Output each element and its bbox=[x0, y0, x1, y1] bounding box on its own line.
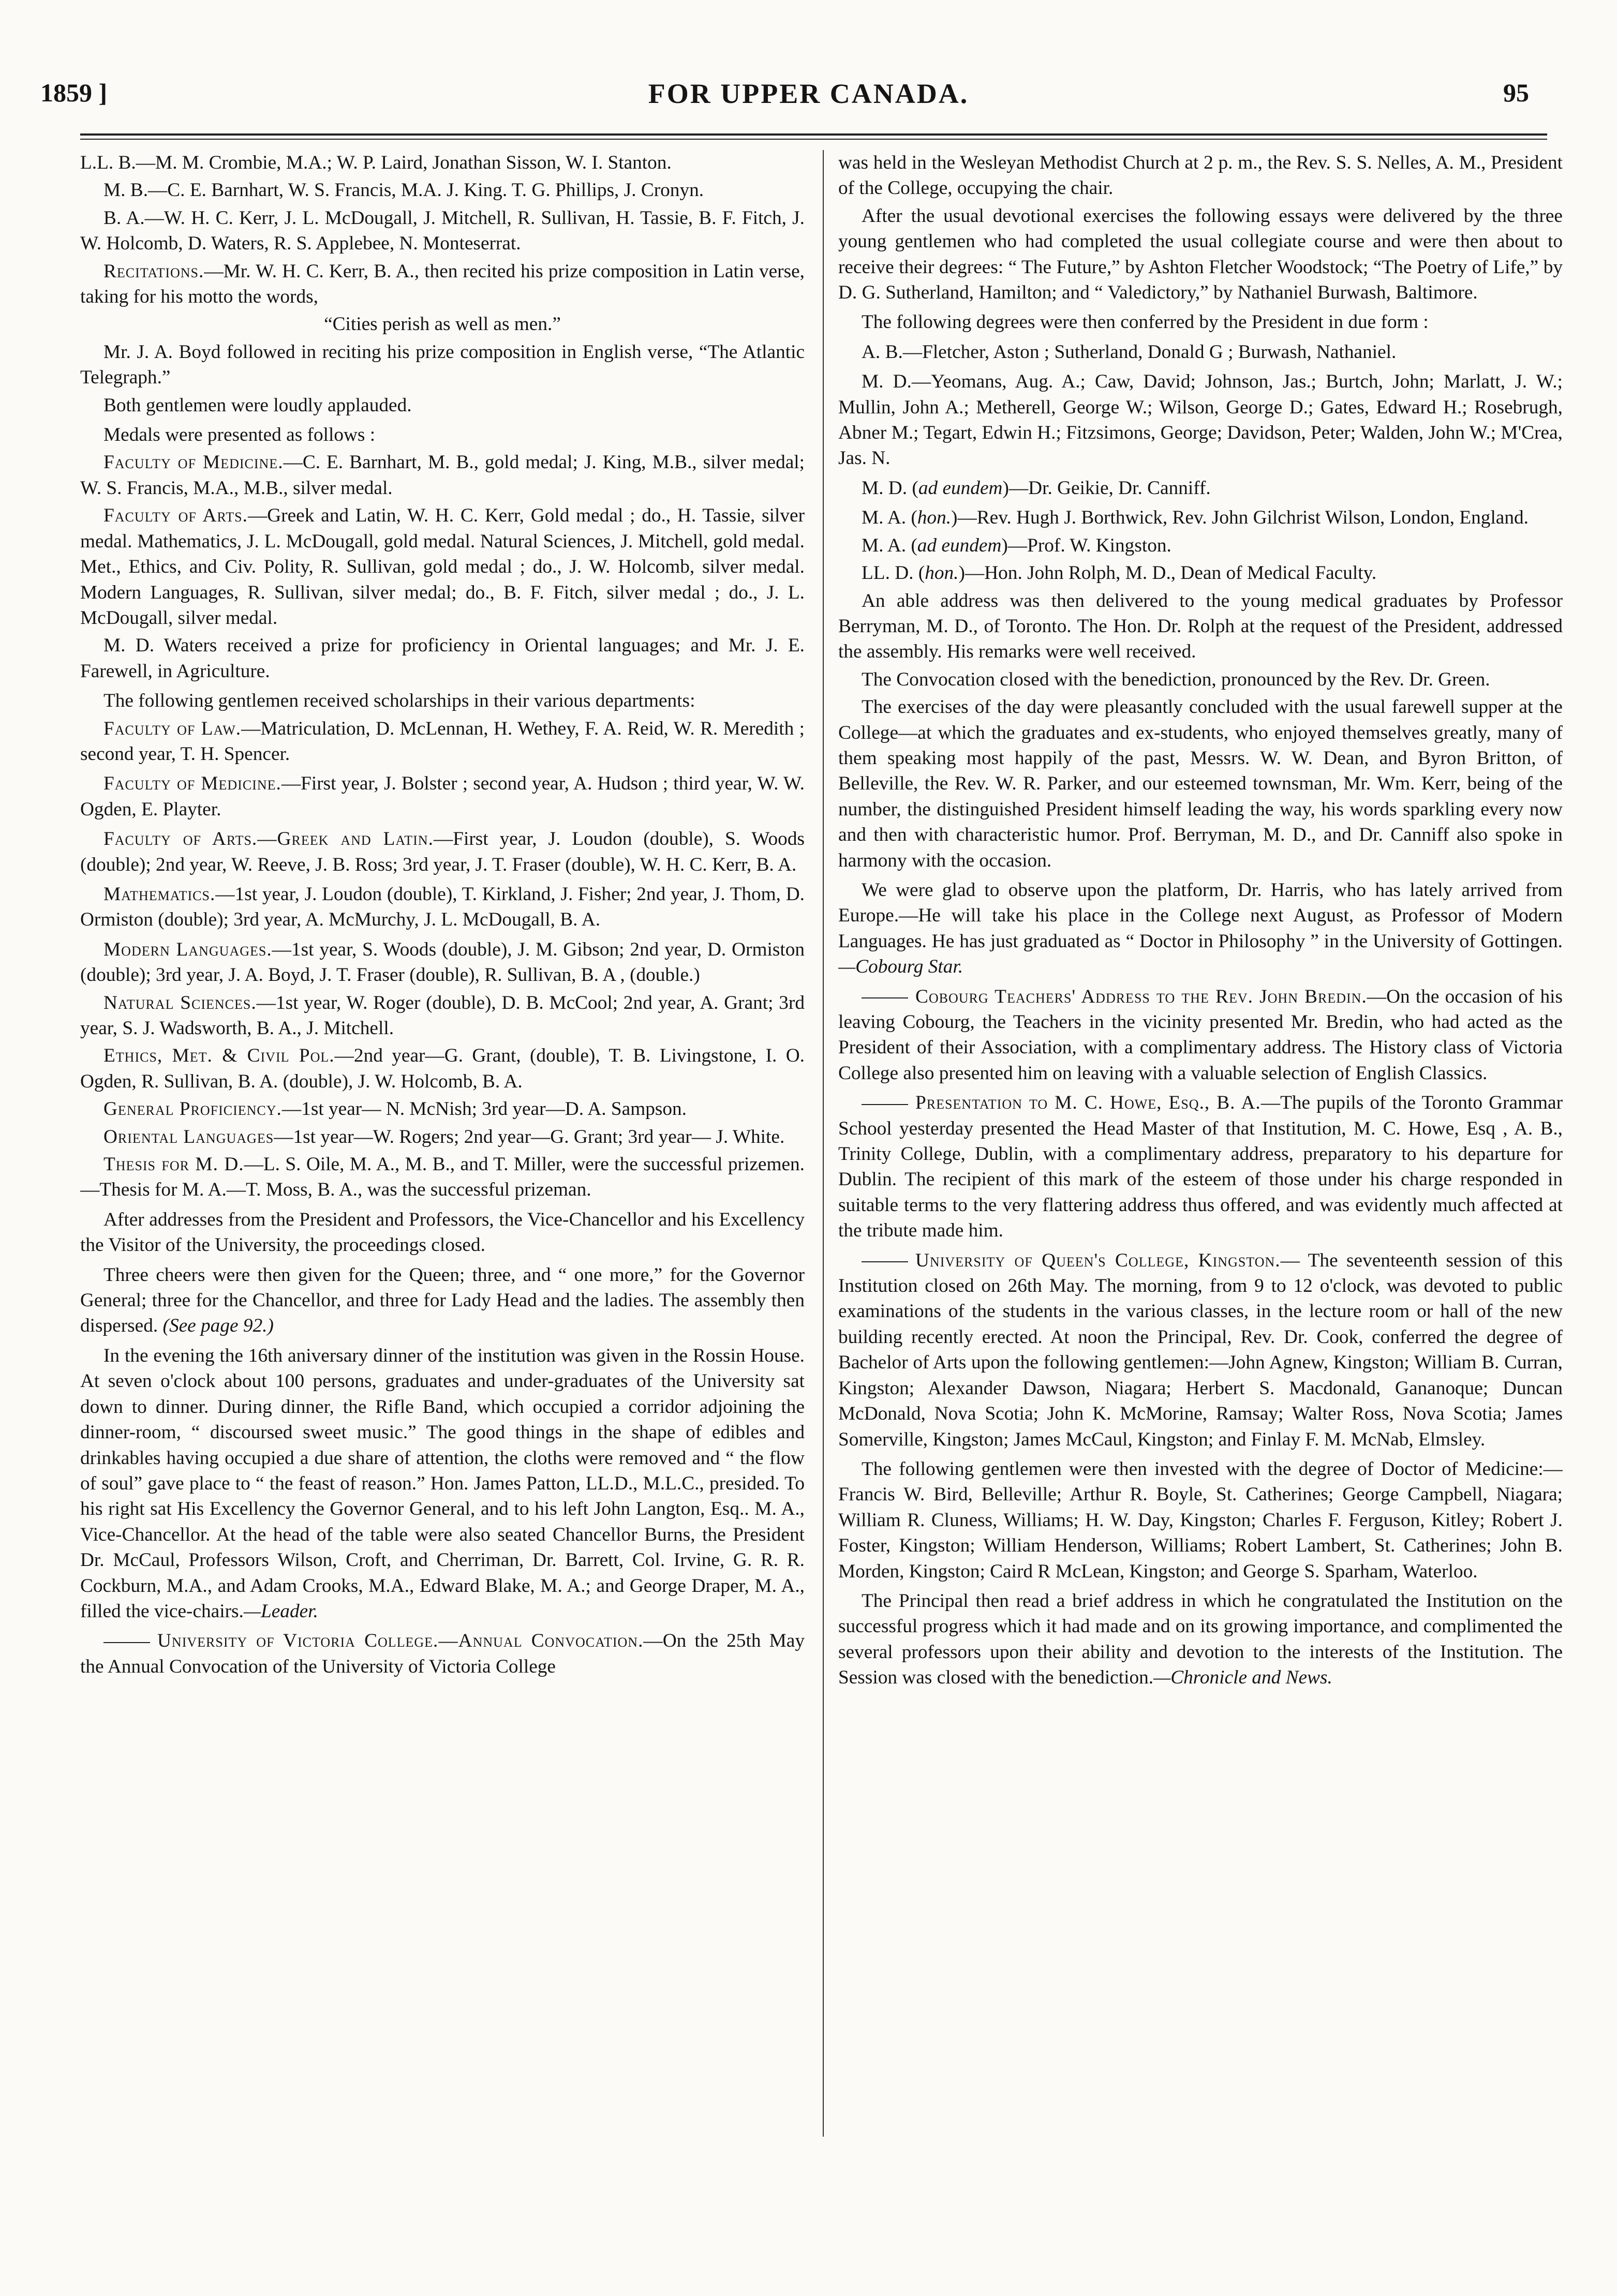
scholarship-oriental-heading: Oriental Languages bbox=[103, 1126, 274, 1147]
header-title: FOR UPPER CANADA. bbox=[648, 78, 969, 109]
convocation-closed: The Convocation closed with the benediction, pronounced by the Rev. Dr. Green. bbox=[862, 668, 1490, 690]
scholarship-arts-text: —First year, J. Loudon (double), S. Woods (double); 2nd year, W. Reeve, J. B. Ross; 3rd year, J. T. Fraser (double), W. H. C. Kerr, B. A. bbox=[80, 828, 805, 875]
applause-paragraph: Both gentlemen were loudly applauded. bbox=[103, 394, 412, 416]
thesis-prizes bbox=[80, 1152, 805, 1203]
degree-md-ad-eundem: M. D. (ad eundem)—Dr. Geikie, Dr. Canniff. bbox=[862, 477, 1211, 499]
scholarship-general-text: —1st year— N. McNish; 3rd year—D. A. Sampson. bbox=[281, 1098, 687, 1120]
principal-address bbox=[838, 1588, 1563, 1691]
dr-harris-paragraph bbox=[838, 877, 1563, 980]
closing-addresses: After addresses from the President and Professors, the Vice-Chancellor and his Excellency the Visitor of the University, the proceedings closed. bbox=[80, 1209, 805, 1256]
degree-ma-ad-eundem: M. A. (ad eundem)—Prof. W. Kingston. bbox=[862, 534, 1171, 556]
scholarship-natural-sciences-heading: Natural Sciences. bbox=[103, 992, 257, 1013]
cheers-paragraph bbox=[80, 1262, 805, 1339]
degrees-intro: The following degrees were then conferred by the President in due form : bbox=[862, 311, 1429, 333]
medals-intro: Medals were presented as follows : bbox=[103, 424, 376, 446]
scholarship-medicine bbox=[80, 771, 805, 822]
dinner-source: —Leader. bbox=[243, 1600, 318, 1622]
dinner-paragraph bbox=[80, 1343, 805, 1624]
scholarship-natural-sciences bbox=[80, 990, 805, 1041]
thesis-prizes-text: —L. S. Oile, M. A., M. B., and T. Miller, were the successful prizemen.—Thesis for M. A.—T. Moss, B. A., was the successful prizeman. bbox=[80, 1154, 805, 1201]
scholarship-law-heading: Faculty of Law. bbox=[103, 718, 242, 739]
scholarship-mathematics-heading: Mathematics. bbox=[103, 883, 216, 905]
farewell-supper: The exercises of the day were pleasantly concluded with the usual farewell supper at the College—at which the graduates and ex-students, who enjoyed themselves greatly, many of them speaking most happily of the past, Messrs. W. W. Dean, and Byron Britton, of Belleville, the Rev. W. R. Parker, and our esteemed townsman, Mr. Wm. Kerr, being of the number, the distinguished President himself leading the way, his words sparkling every now and then with characteristic humor. Prof. Berryman, M. D., and Dr. Canniff also spoke in harmony with the occasion. bbox=[838, 696, 1563, 871]
berryman-address: An able address was then delivered to the young medical graduates by Professor Berryman, M. D., of Toronto. The Hon. Dr. Rolph at the request of the President, addressed the assembly. His remarks were well received. bbox=[838, 590, 1563, 663]
left-column bbox=[80, 150, 805, 2282]
medals-medicine-heading: Faculty of Medicine. bbox=[103, 452, 284, 473]
principal-address-text: The Principal then read a brief address in which he congratulated the Institution on the successful progress which it had made and on its growing importance, and complimented the several professors upon their ability and devotion to the interests of the Institution. The Session was closed with the benediction. bbox=[838, 1590, 1563, 1689]
section-rule bbox=[862, 997, 908, 998]
medals-medicine-text: —C. E. Barnhart, M. B., gold medal; J. King, M.B., silver medal; W. S. Francis, M.A., M.B., silver medal. bbox=[80, 452, 805, 499]
column-divider bbox=[823, 150, 824, 2137]
degree-mb: M. B.—C. E. Barnhart, W. S. Francis, M.A. J. King. T. G. Phillips, J. Cronyn. bbox=[103, 180, 704, 201]
scholarship-oriental-text: —1st year—W. Rogers; 2nd year—G. Grant; 3rd year— J. White. bbox=[274, 1126, 785, 1147]
victoria-convocation-heading: University of Victoria College.—Annual Convocation. bbox=[157, 1630, 644, 1652]
scholarship-law bbox=[80, 716, 805, 767]
scholarship-law-text: —Matriculation, D. McLennan, H. Wethey, F. A. Reid, W. R. Meredith ; second year, T. H. Spencer. bbox=[80, 718, 805, 765]
header-rule-thick bbox=[80, 133, 1547, 136]
boyd-paragraph: Mr. J. A. Boyd followed in reciting his prize composition in English verse, “The Atlantic Telegraph.” bbox=[80, 341, 805, 389]
medals-arts-text: —Greek and Latin, W. H. C. Kerr, Gold medal ; do., H. Tassie, silver medal. Mathematics, J. L. McDougall, gold medal. Natural Sciences, J. Mitchell, gold medal. Met., Ethics, and Civ. Polity, R. Sullivan, gold medal ; do., J. W. Holcomb, silver medal. Modern Languages, R. Sullivan, silver medal; do., B. F. Fitch, silver medal ; do., J. L. McDougall, silver medal. bbox=[80, 505, 805, 629]
dr-harris-source: —Cobourg Star. bbox=[838, 956, 963, 978]
dinner-text: In the evening the 16th aniversary dinner of the institution was given in the Rossin House. At seven o'clock about 100 persons, graduates and under-graduates of the University sat down to dinner. During dinner, the Rifle Band, which occupied a corridor adjoining the dinner-room, “ discoursed sweet music.” The good things in the shape of edibles and drinkables having occupied a due share of attention, the cloths were removed and “ the flow of soul” gave place to “ the feast of reason.” Hon. James Patton, LL.D., M.L.C., presided. To his right sat His Excellency the Governor General, and to his left John Langton, Esq.. M. A., Vice-Chancellor. At the head of the table were also seated Chancellor Burns, the President Dr. McCaul, Professors Wilson, Croft, and Cherriman, Dr. Barrett, Col. Irvine, G. R. R. Cockburn, M.A., and Adam Crooks, M.A., Edward Blake, M. A.; and George Draper, M. A., filled the vice-chairs. bbox=[80, 1345, 805, 1622]
medals-medicine bbox=[80, 450, 805, 501]
section-rule bbox=[862, 1261, 908, 1262]
recitations-paragraph bbox=[80, 259, 805, 310]
scholarship-ethics-heading: Ethics, Met. & Civil Pol. bbox=[103, 1045, 335, 1067]
thesis-prizes-heading: Thesis for M. D. bbox=[103, 1154, 244, 1175]
victoria-convocation-text: —On the 25th May the Annual Convocation of the University of Victoria College bbox=[80, 1630, 805, 1677]
scholarship-general bbox=[80, 1096, 805, 1122]
degree-lld-hon: LL. D. (hon.)—Hon. John Rolph, M. D., Dean of Medical Faculty. bbox=[862, 562, 1377, 584]
section-rule bbox=[103, 1642, 150, 1643]
queens-college bbox=[838, 1248, 1563, 1452]
page-header bbox=[0, 78, 1617, 119]
cheers-text: Three cheers were then given for the Queen; three, and “ one more,” for the Governor General; three for the Chancellor, and three for Lady Head and the ladies. The assembly then dispersed. bbox=[80, 1264, 805, 1337]
scholarship-modern-languages bbox=[80, 937, 805, 988]
howe-presentation-text: —The pupils of the Toronto Grammar School yesterday presented the Head Master of that Institution, M. C. Howe, Esq , A. B., Trinity College, Dublin, with a complimentary address, preparatory to his departure for Dublin. The recipient of this mark of the esteem of those under his charge responded in suitable terms to the very flattering address thus offered, and was evidently much affected at the tribute made him. bbox=[838, 1092, 1563, 1242]
page-number: 95 bbox=[1503, 78, 1529, 107]
motto-quote: “Cities perish as well as men.” bbox=[324, 314, 561, 335]
dr-harris-text: We were glad to observe upon the platform, Dr. Harris, who has lately arrived from Europe.—He will take his place in the College next August, as Professor of Modern Languages. He has just graduated as “ Doctor in Philosophy ” in the University of Gottingen. bbox=[838, 879, 1563, 952]
convocation-continued: was held in the Wesleyan Methodist Church at 2 p. m., the Rev. S. S. Nelles, A. M., President of the College, occupying the chair. bbox=[838, 152, 1563, 199]
recitations-text: —Mr. W. H. C. Kerr, B. A., then recited his prize composition in Latin verse, taking for his motto the words, bbox=[80, 260, 805, 308]
section-rule bbox=[862, 1104, 908, 1105]
scholarship-ethics-text: —2nd year—G. Grant, (double), T. B. Livingstone, I. O. Ogden, R. Sullivan, B. A. (double), J. W. Holcomb, B. A. bbox=[80, 1045, 805, 1092]
queens-medicine-degrees: The following gentlemen were then invested with the degree of Doctor of Medicine:—Francis W. Bird, Belleville; Arthur R. Boyle, St. Catherines; George Campbell, Niagara; William R. Cluness, Williams; H. W. Day, Kingston; Charles F. Ferguson, Kitley; Robert J. Foster, Kingston; William Henderson, Williams; Robert Lambert, St. Catherines; John B. Morden, Kingston; Caird R McLean, Kingston; and George S. Sparham, Waterloo. bbox=[838, 1458, 1563, 1582]
degree-ab: A. B.—Fletcher, Aston ; Sutherland, Donald G ; Burwash, Nathaniel. bbox=[862, 341, 1397, 363]
scholarship-general-heading: General Proficiency. bbox=[103, 1098, 282, 1120]
medals-arts-heading: Faculty of Arts. bbox=[103, 505, 248, 527]
scholarship-mathematics-text: —1st year, J. Loudon (double), T. Kirkland, J. Fisher; 2nd year, J. Thom, D. Ormiston (double); 3rd year, A. McMurchy, J. L. McDougall, B. A. bbox=[80, 883, 805, 931]
scholarship-ethics bbox=[80, 1043, 805, 1094]
degree-ba: B. A.—W. H. C. Kerr, J. L. McDougall, J. Mitchell, R. Sullivan, H. Tassie, B. F. Fitch, J. W. Holcomb, D. Waters, R. S. Applebee, N. Monteserrat. bbox=[80, 207, 805, 255]
scholarship-modern-languages-text: —1st year, S. Woods (double), J. M. Gibson; 2nd year, D. Ormiston (double); 3rd year, J. A. Boyd, J. T. Fraser (double), R. Sullivan, B. A , (double.) bbox=[80, 938, 805, 986]
scholarship-mathematics bbox=[80, 882, 805, 933]
right-column bbox=[838, 150, 1563, 2282]
queens-college-text: — The seventeenth session of this Institution closed on 26th May. The morning, from 9 to 12 o'clock, was devoted to public examinations of the students in the various classes, in the lecture room or hall of the new building recently erected. At noon the Principal, Rev. Dr. Cook, conferred the degree of Bachelor of Arts upon the following gentlemen:—John Agnew, Kingston; William B. Curran, Kingston; Alexander Dawson, Niagara; Herbert S. Macdonald, Gananoque; Duncan McDonald, Nova Scotia; John K. McMorine, Ramsay; Walter Ross, Nova Scotia; James Somerville, Kingston; James McCaul, Kingston; and Finlay F. M. McNab, Elmsley. bbox=[838, 1249, 1563, 1450]
scholarship-medicine-heading: Faculty of Medicine. bbox=[103, 773, 281, 795]
queens-college-heading: University of Queen's College, Kingston. bbox=[915, 1249, 1281, 1271]
victoria-convocation bbox=[80, 1628, 805, 1679]
bredin-address-text: —On the occasion of his leaving Cobourg, the Teachers in the vicinity presented Mr. Bredin, who had acted as the President of their Association, with a complimentary address. The History class of Victoria College also presented him on leaving with a valuable selection of English Classics. bbox=[838, 986, 1563, 1084]
scholarship-arts bbox=[80, 826, 805, 877]
scholarship-oriental bbox=[80, 1124, 805, 1150]
degree-md: M. D.—Yeomans, Aug. A.; Caw, David; Johnson, Jas.; Burtch, John; Marlatt, J. W.; Mullin, John A.; Metherell, George W.; Wilson, George D.; Gates, Edward H.; Rosebrugh, Abner M.; Tegart, Edwin H.; Fitzsimons, George; Davidson, Peter; Walden, John W.; M'Crea, Jas. N. bbox=[838, 371, 1563, 469]
howe-presentation-heading: Presentation to M. C. Howe, Esq., B. A. bbox=[915, 1092, 1261, 1114]
scholarship-arts-heading: Faculty of Arts.—Greek and Latin. bbox=[103, 828, 434, 850]
scholarships-intro: The following gentlemen received scholarships in their various departments: bbox=[103, 690, 695, 712]
howe-presentation bbox=[838, 1090, 1563, 1243]
degree-ma-hon: M. A. (hon.)—Rev. Hugh J. Borthwick, Rev. John Gilchrist Wilson, London, England. bbox=[862, 507, 1529, 529]
recitations-heading: Recitations. bbox=[103, 260, 204, 282]
header-rule-thin bbox=[80, 139, 1547, 140]
scholarship-modern-languages-heading: Modern Languages. bbox=[103, 938, 272, 960]
medals-arts bbox=[80, 503, 805, 631]
bredin-address-heading: Cobourg Teachers' Address to the Rev. John Bredin. bbox=[915, 986, 1367, 1007]
header-year: 1859 ] bbox=[40, 78, 108, 107]
essays-paragraph: After the usual devotional exercises the following essays were delivered by the three young gentlemen who had completed the usual collegiate course and were then about to receive their degrees: “ The Future,” by Ashton Fletcher Woodstock; “The Poetry of Life,” by D. G. Sutherland, Hamilton; and “ Valedictory,” by Nathaniel Burwash, Baltimore. bbox=[838, 205, 1563, 304]
bredin-address bbox=[838, 984, 1563, 1086]
cheers-reference: (See page 92.) bbox=[162, 1315, 274, 1337]
waters-prize: M. D. Waters received a prize for proficiency in Oriental languages; and Mr. J. E. Farewell, in Agriculture. bbox=[80, 635, 805, 682]
principal-address-source: —Chronicle and News. bbox=[1153, 1667, 1332, 1689]
scholarship-medicine-text: —First year, J. Bolster ; second year, A. Hudson ; third year, W. W. Ogden, E. Playter. bbox=[80, 773, 805, 820]
scholarship-natural-sciences-text: —1st year, W. Roger (double), D. B. McCool; 2nd year, A. Grant; 3rd year, S. J. Wadsworth, B. A., J. Mitchell. bbox=[80, 992, 805, 1039]
degree-llb: L.L. B.—M. M. Crombie, M.A.; W. P. Laird, Jonathan Sisson, W. I. Stanton. bbox=[80, 152, 672, 173]
